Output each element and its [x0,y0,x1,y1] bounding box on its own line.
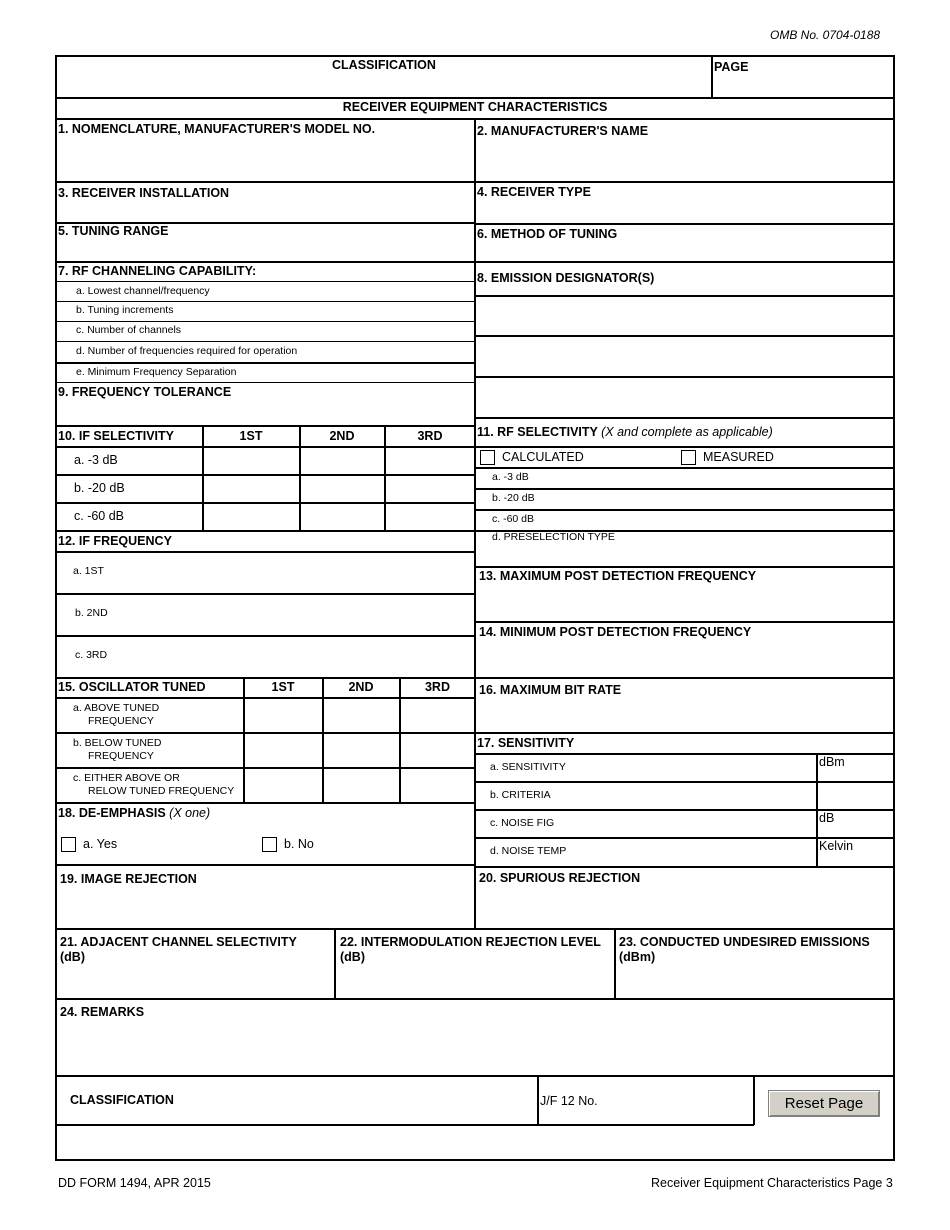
calculated-label: CALCULATED [502,450,584,464]
field-2-label: 2. MANUFACTURER'S NAME [477,124,649,138]
receiver-type-input[interactable] [480,202,892,222]
field-22-label-1: 22. INTERMODULATION REJECTION LEVEL [340,935,601,949]
criteria-input[interactable] [600,785,816,809]
osc-either-3rd-input[interactable] [403,770,475,800]
osc-either-2nd-input[interactable] [326,770,400,800]
field-11-label: 11. RF SELECTIVITY (X and complete as applicable) [477,425,773,439]
lowest-channel-input[interactable] [240,284,472,302]
if-row-20db: b. -20 dB [74,481,125,495]
sensitivity-label: a. SENSITIVITY [490,761,566,773]
osc-either-1st-input[interactable] [247,770,323,800]
nomenclature-input[interactable] [60,142,472,178]
deemphasis-no-label: b. No [284,837,314,851]
if-3db-3rd-input[interactable] [388,449,476,473]
bottom-classification-input[interactable] [200,1088,534,1114]
calculated-checkbox[interactable] [480,450,495,465]
field-9-label: 9. FREQUENCY TOLERANCE [58,385,232,399]
osc-below-label-1: b. BELOW TUNED [73,737,162,749]
field-13-label: 13. MAXIMUM POST DETECTION FREQUENCY [479,569,757,583]
deemphasis-yes-checkbox[interactable] [61,837,76,852]
emission-designator-input-3[interactable] [480,379,892,416]
if-freq-1st-input[interactable] [120,560,472,588]
osc-col-1st: 1ST [271,680,295,694]
bottom-classification-label: CLASSIFICATION [70,1093,174,1107]
tuning-range-input[interactable] [60,240,472,260]
field-7b-label: b. Tuning increments [76,304,174,316]
osc-above-2nd-input[interactable] [326,700,400,730]
reset-page-button[interactable]: Reset Page [768,1090,880,1117]
if-freq-3rd-input[interactable] [120,642,472,672]
emission-designator-input-1[interactable] [480,298,892,334]
field-1-label: 1. NOMENCLATURE, MANUFACTURER'S MODEL NO. [58,122,376,136]
if-60db-2nd-input[interactable] [303,505,385,529]
osc-below-3rd-input[interactable] [403,735,475,765]
field-10-label: 10. IF SELECTIVITY [58,429,174,443]
noise-temp-input[interactable] [600,841,816,865]
rf-60db-label: c. -60 dB [492,513,535,525]
osc-col-2nd: 2ND [348,680,374,694]
osc-below-1st-input[interactable] [247,735,323,765]
frequencies-required-input[interactable] [320,344,472,362]
if-20db-2nd-input[interactable] [303,477,385,501]
field-23-label-1: 23. CONDUCTED UNDESIRED EMISSIONS [619,935,870,949]
max-post-detection-input[interactable] [480,588,892,618]
top-classification-label: CLASSIFICATION [332,58,436,72]
if-col-1st: 1ST [239,429,263,443]
intermodulation-input[interactable] [342,968,612,994]
if-20db-3rd-input[interactable] [388,477,476,501]
max-bit-rate-input[interactable] [480,700,892,730]
form-number: DD FORM 1494, APR 2015 [58,1176,211,1190]
method-of-tuning-input[interactable] [480,243,892,261]
min-post-detection-input[interactable] [480,643,892,673]
if-col-3rd: 3RD [417,429,443,443]
number-of-channels-input[interactable] [200,323,472,341]
preselection-type-input[interactable] [492,545,892,565]
osc-either-label-2: RELOW TUNED FREQUENCY [88,785,235,797]
page-label: PAGE [714,60,749,74]
rf-60db-input[interactable] [560,512,892,530]
deemphasis-no-checkbox[interactable] [262,837,277,852]
field-7a-label: a. Lowest channel/frequency [76,285,210,297]
field-3-label: 3. RECEIVER INSTALLATION [58,186,230,200]
if-20db-1st-input[interactable] [206,477,300,501]
if-freq-1st-label: a. 1ST [73,565,104,577]
if-freq-3rd-label: c. 3RD [75,649,108,661]
frequency-tolerance-input[interactable] [60,402,472,422]
field-6-label: 6. METHOD OF TUNING [477,227,618,241]
noise-fig-label: c. NOISE FIG [490,817,555,829]
rf-20db-input[interactable] [560,491,892,509]
field-5-label: 5. TUNING RANGE [58,224,169,238]
noise-temp-label: d. NOISE TEMP [490,845,567,857]
if-row-3db: a. -3 dB [74,453,118,467]
adjacent-channel-input[interactable] [62,968,332,994]
field-14-label: 14. MINIMUM POST DETECTION FREQUENCY [479,625,752,639]
form-title: RECEIVER EQUIPMENT CHARACTERISTICS [342,100,608,114]
field-7c-label: c. Number of channels [76,324,182,336]
manufacturer-name-input[interactable] [480,142,892,178]
if-col-2nd: 2ND [329,429,355,443]
field-23-label-2: (dBm) [619,950,656,964]
page-input[interactable] [716,76,892,96]
osc-either-label-1: c. EITHER ABOVE OR [73,772,180,784]
sensitivity-unit: dBm [819,755,845,769]
field-7-label: 7. RF CHANNELING CAPABILITY: [58,264,257,278]
measured-label: MEASURED [703,450,774,464]
if-row-60db: c. -60 dB [74,509,125,523]
spurious-rejection-input[interactable] [480,890,892,924]
rf-3db-input[interactable] [560,470,892,488]
osc-below-2nd-input[interactable] [326,735,400,765]
deemphasis-yes-label: a. Yes [83,837,118,851]
rf-3db-label: a. -3 dB [492,471,529,483]
if-freq-2nd-input[interactable] [120,600,472,630]
field-12-label: 12. IF FREQUENCY [58,534,172,548]
remarks-input[interactable] [62,1022,892,1074]
field-11-note: (X and complete as applicable) [601,425,773,439]
field-22-label-2: (dB) [340,950,365,964]
field-4-label: 4. RECEIVER TYPE [477,185,591,199]
osc-below-label-2: FREQUENCY [88,750,154,762]
top-classification-input[interactable] [60,74,712,96]
tuning-increments-input[interactable] [200,303,472,321]
field-7e-label: e. Minimum Frequency Separation [76,366,237,378]
jf-12-input[interactable] [605,1090,751,1114]
if-60db-3rd-input[interactable] [388,505,476,529]
field-7d-label: d. Number of frequencies required for operation [76,345,298,357]
osc-above-label-1: a. ABOVE TUNED [73,702,160,714]
field-17-label: 17. SENSITIVITY [477,736,575,750]
conducted-emissions-input[interactable] [621,968,891,994]
field-21-label-2: (dB) [60,950,85,964]
noise-fig-input[interactable] [600,813,816,837]
osc-above-label-2: FREQUENCY [88,715,154,727]
image-rejection-input[interactable] [62,890,472,924]
osc-above-1st-input[interactable] [247,700,323,730]
if-60db-1st-input[interactable] [206,505,300,529]
sensitivity-input[interactable] [600,757,816,781]
if-3db-2nd-input[interactable] [303,449,385,473]
min-frequency-separation-input[interactable] [260,365,472,383]
jf-12-label: J/F 12 No. [540,1094,598,1108]
noise-temp-unit: Kelvin [819,839,854,853]
field-16-label: 16. MAXIMUM BIT RATE [479,683,622,697]
preselection-type-label: d. PRESELECTION TYPE [492,531,615,543]
field-18-label: 18. DE-EMPHASIS (X one) [58,806,211,820]
field-19-label: 19. IMAGE REJECTION [60,872,197,886]
field-21-label-1: 21. ADJACENT CHANNEL SELECTIVITY [60,935,297,949]
page-footer-title: Receiver Equipment Characteristics Page 3 [651,1176,893,1190]
field-15-label: 15. OSCILLATOR TUNED [58,680,206,694]
osc-col-3rd: 3RD [424,680,450,694]
osc-above-3rd-input[interactable] [403,700,475,730]
field-8-label: 8. EMISSION DESIGNATOR(S) [477,271,655,285]
rf-20db-label: b. -20 dB [492,492,535,504]
measured-checkbox[interactable] [681,450,696,465]
noise-fig-unit: dB [819,811,835,825]
field-24-label: 24. REMARKS [60,1005,145,1019]
if-3db-1st-input[interactable] [206,449,300,473]
omb-number: OMB No. 0704-0188 [770,28,881,42]
receiver-installation-input[interactable] [60,202,472,222]
if-freq-2nd-label: b. 2ND [75,607,108,619]
criteria-label: b. CRITERIA [490,789,551,801]
emission-designator-input-2[interactable] [480,338,892,375]
field-20-label: 20. SPURIOUS REJECTION [479,871,641,885]
field-18-note: (X one) [169,806,211,820]
